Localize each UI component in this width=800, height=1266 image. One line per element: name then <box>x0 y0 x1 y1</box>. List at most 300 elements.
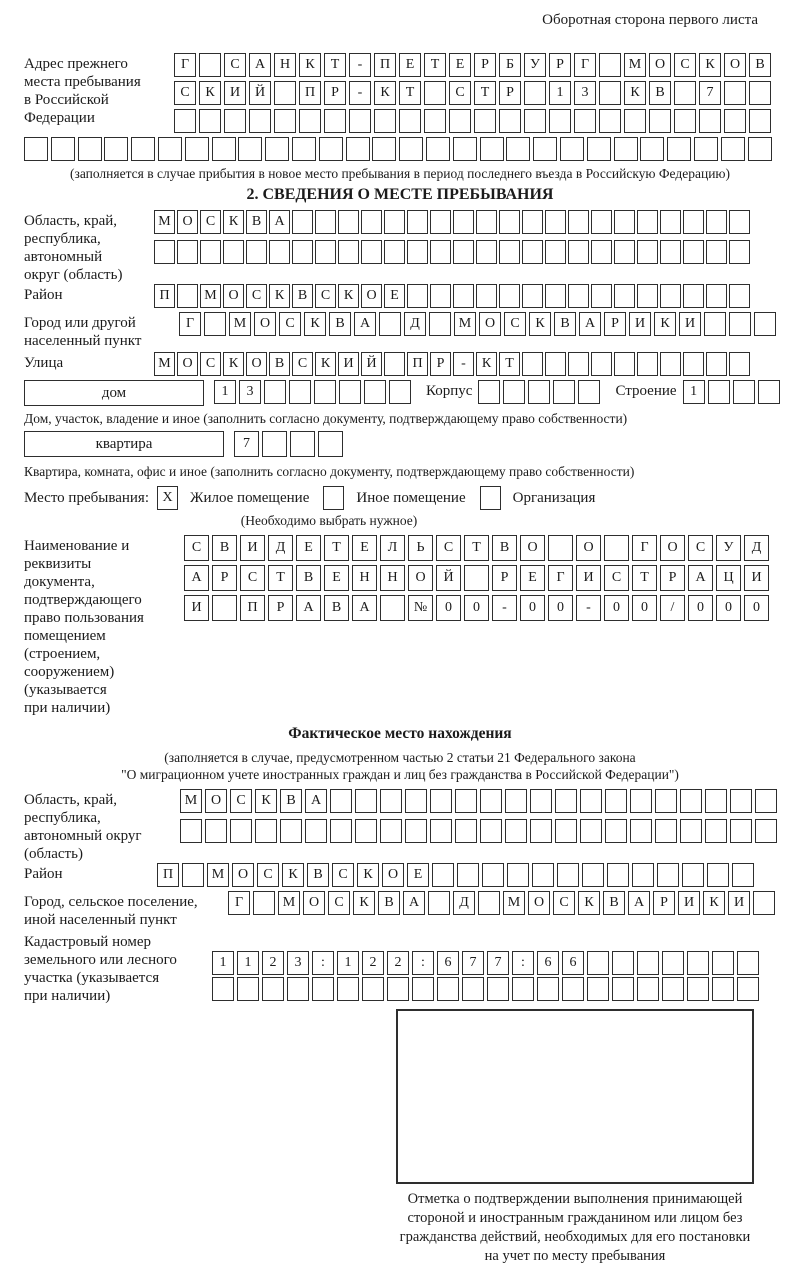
char-box[interactable]: Р <box>474 53 496 77</box>
char-box[interactable]: А <box>296 595 321 621</box>
char-box[interactable] <box>305 819 327 843</box>
char-box[interactable] <box>699 109 721 133</box>
char-box[interactable]: 0 <box>716 595 741 621</box>
char-box[interactable]: И <box>629 312 651 336</box>
char-box[interactable]: О <box>361 284 382 308</box>
char-box[interactable] <box>478 891 500 915</box>
char-box[interactable] <box>599 81 621 105</box>
char-box[interactable]: Р <box>660 565 685 591</box>
char-box[interactable]: С <box>200 210 221 234</box>
char-box[interactable] <box>389 380 411 404</box>
char-box[interactable] <box>499 240 520 264</box>
char-box[interactable] <box>499 284 520 308</box>
char-box[interactable]: К <box>357 863 379 887</box>
char-box[interactable] <box>605 819 627 843</box>
char-box[interactable] <box>476 210 497 234</box>
char-box[interactable] <box>255 819 277 843</box>
char-box[interactable] <box>384 240 405 264</box>
char-box[interactable] <box>637 210 658 234</box>
char-box[interactable] <box>582 863 604 887</box>
char-box[interactable] <box>662 977 684 1001</box>
char-box[interactable] <box>522 240 543 264</box>
char-box[interactable] <box>314 380 336 404</box>
char-box[interactable] <box>339 380 361 404</box>
char-box[interactable] <box>287 977 309 1001</box>
char-box[interactable] <box>499 210 520 234</box>
char-box[interactable]: А <box>305 789 327 813</box>
char-box[interactable]: Р <box>430 352 451 376</box>
char-box[interactable] <box>238 137 262 161</box>
char-box[interactable]: А <box>354 312 376 336</box>
char-box[interactable] <box>290 431 315 457</box>
char-box[interactable]: Р <box>499 81 521 105</box>
char-box[interactable] <box>364 380 386 404</box>
char-box[interactable]: Г <box>174 53 196 77</box>
char-box[interactable] <box>424 109 446 133</box>
char-box[interactable] <box>730 819 752 843</box>
char-box[interactable]: П <box>240 595 265 621</box>
char-box[interactable] <box>289 380 311 404</box>
char-box[interactable] <box>721 137 745 161</box>
char-box[interactable] <box>174 109 196 133</box>
char-box[interactable]: К <box>654 312 676 336</box>
char-box[interactable] <box>599 109 621 133</box>
char-box[interactable] <box>528 380 550 404</box>
char-box[interactable] <box>704 312 726 336</box>
char-box[interactable]: О <box>205 789 227 813</box>
char-box[interactable]: П <box>374 53 396 77</box>
char-box[interactable]: О <box>382 863 404 887</box>
char-box[interactable] <box>362 977 384 1001</box>
char-box[interactable]: 0 <box>604 595 629 621</box>
char-box[interactable]: Е <box>296 535 321 561</box>
char-box[interactable]: К <box>476 352 497 376</box>
char-box[interactable] <box>315 240 336 264</box>
char-box[interactable] <box>591 240 612 264</box>
char-box[interactable] <box>614 284 635 308</box>
char-box[interactable]: С <box>257 863 279 887</box>
char-box[interactable]: А <box>249 53 271 77</box>
char-box[interactable]: № <box>408 595 433 621</box>
char-box[interactable] <box>683 284 704 308</box>
char-box[interactable] <box>660 284 681 308</box>
char-box[interactable] <box>274 81 296 105</box>
char-box[interactable] <box>707 863 729 887</box>
char-box[interactable]: М <box>154 210 175 234</box>
char-box[interactable]: К <box>282 863 304 887</box>
char-box[interactable]: В <box>329 312 351 336</box>
char-box[interactable]: В <box>269 352 290 376</box>
char-box[interactable] <box>292 137 316 161</box>
char-box[interactable] <box>200 240 221 264</box>
char-box[interactable] <box>455 819 477 843</box>
char-box[interactable]: 7 <box>699 81 721 105</box>
char-box[interactable] <box>683 210 704 234</box>
char-box[interactable] <box>749 109 771 133</box>
char-box[interactable]: Р <box>268 595 293 621</box>
char-box[interactable]: 0 <box>520 595 545 621</box>
char-box[interactable] <box>754 312 776 336</box>
char-box[interactable] <box>453 284 474 308</box>
char-box[interactable] <box>512 977 534 1001</box>
char-box[interactable] <box>545 240 566 264</box>
char-box[interactable] <box>338 210 359 234</box>
char-box[interactable]: М <box>229 312 251 336</box>
char-box[interactable]: Р <box>653 891 675 915</box>
char-box[interactable]: С <box>184 535 209 561</box>
char-box[interactable]: 1 <box>237 951 259 975</box>
char-box[interactable]: Р <box>212 565 237 591</box>
char-box[interactable] <box>412 977 434 1001</box>
char-box[interactable] <box>346 137 370 161</box>
char-box[interactable] <box>522 210 543 234</box>
char-box[interactable] <box>687 951 709 975</box>
char-box[interactable] <box>549 109 571 133</box>
char-box[interactable]: И <box>678 891 700 915</box>
char-box[interactable] <box>399 109 421 133</box>
char-box[interactable]: Т <box>632 565 657 591</box>
char-box[interactable] <box>361 240 382 264</box>
char-box[interactable] <box>732 863 754 887</box>
char-box[interactable]: В <box>292 284 313 308</box>
char-box[interactable] <box>587 951 609 975</box>
char-box[interactable]: К <box>255 789 277 813</box>
char-box[interactable]: А <box>184 565 209 591</box>
char-box[interactable]: В <box>492 535 517 561</box>
char-box[interactable] <box>555 789 577 813</box>
char-box[interactable] <box>599 53 621 77</box>
char-box[interactable]: С <box>279 312 301 336</box>
char-box[interactable]: Ц <box>716 565 741 591</box>
char-box[interactable] <box>482 863 504 887</box>
char-box[interactable]: 0 <box>436 595 461 621</box>
char-box[interactable]: У <box>716 535 741 561</box>
char-box[interactable] <box>480 789 502 813</box>
char-box[interactable]: 3 <box>239 380 261 404</box>
char-box[interactable] <box>755 789 777 813</box>
char-box[interactable] <box>729 240 750 264</box>
char-box[interactable] <box>729 210 750 234</box>
char-box[interactable] <box>338 240 359 264</box>
char-box[interactable] <box>682 863 704 887</box>
char-box[interactable]: С <box>332 863 354 887</box>
char-box[interactable]: В <box>749 53 771 77</box>
char-box[interactable]: Т <box>474 81 496 105</box>
char-box[interactable]: - <box>349 53 371 77</box>
char-box[interactable]: Т <box>424 53 446 77</box>
char-box[interactable] <box>591 352 612 376</box>
char-box[interactable]: В <box>280 789 302 813</box>
char-box[interactable] <box>429 312 451 336</box>
char-box[interactable] <box>384 210 405 234</box>
char-box[interactable] <box>730 789 752 813</box>
char-box[interactable] <box>630 819 652 843</box>
char-box[interactable] <box>729 284 750 308</box>
char-box[interactable]: Г <box>632 535 657 561</box>
char-box[interactable]: И <box>184 595 209 621</box>
char-box[interactable] <box>292 210 313 234</box>
char-box[interactable]: Е <box>449 53 471 77</box>
char-box[interactable] <box>399 137 423 161</box>
checkbox-organizatsiya[interactable] <box>480 486 501 510</box>
char-box[interactable] <box>372 137 396 161</box>
char-box[interactable] <box>312 977 334 1001</box>
char-box[interactable] <box>274 109 296 133</box>
char-box[interactable] <box>158 137 182 161</box>
char-box[interactable] <box>154 240 175 264</box>
char-box[interactable]: К <box>315 352 336 376</box>
char-box[interactable] <box>453 240 474 264</box>
char-box[interactable]: 1 <box>214 380 236 404</box>
char-box[interactable]: Л <box>380 535 405 561</box>
char-box[interactable]: 2 <box>262 951 284 975</box>
char-box[interactable]: Д <box>453 891 475 915</box>
char-box[interactable]: О <box>177 210 198 234</box>
char-box[interactable]: О <box>223 284 244 308</box>
char-box[interactable] <box>253 891 275 915</box>
char-box[interactable]: 7 <box>462 951 484 975</box>
char-box[interactable]: К <box>578 891 600 915</box>
char-box[interactable] <box>674 81 696 105</box>
char-box[interactable] <box>729 352 750 376</box>
char-box[interactable]: М <box>200 284 221 308</box>
char-box[interactable] <box>430 819 452 843</box>
char-box[interactable] <box>212 595 237 621</box>
char-box[interactable]: К <box>529 312 551 336</box>
char-box[interactable] <box>545 210 566 234</box>
char-box[interactable] <box>280 819 302 843</box>
char-box[interactable] <box>724 81 746 105</box>
char-box[interactable] <box>324 109 346 133</box>
char-box[interactable]: В <box>246 210 267 234</box>
char-box[interactable]: Г <box>228 891 250 915</box>
char-box[interactable]: И <box>728 891 750 915</box>
char-box[interactable] <box>574 109 596 133</box>
char-box[interactable]: - <box>492 595 517 621</box>
char-box[interactable]: М <box>154 352 175 376</box>
char-box[interactable] <box>614 210 635 234</box>
char-box[interactable]: О <box>177 352 198 376</box>
char-box[interactable] <box>480 137 504 161</box>
char-box[interactable]: О <box>254 312 276 336</box>
char-box[interactable] <box>580 789 602 813</box>
char-box[interactable]: И <box>744 565 769 591</box>
char-box[interactable] <box>724 109 746 133</box>
char-box[interactable]: С <box>553 891 575 915</box>
char-box[interactable]: В <box>649 81 671 105</box>
char-box[interactable] <box>437 977 459 1001</box>
char-box[interactable]: Н <box>274 53 296 77</box>
char-box[interactable]: О <box>246 352 267 376</box>
char-box[interactable] <box>578 380 600 404</box>
char-box[interactable]: М <box>503 891 525 915</box>
char-box[interactable] <box>705 819 727 843</box>
char-box[interactable] <box>632 863 654 887</box>
char-box[interactable] <box>591 210 612 234</box>
char-box[interactable] <box>478 380 500 404</box>
char-box[interactable] <box>349 109 371 133</box>
char-box[interactable] <box>177 240 198 264</box>
char-box[interactable]: Г <box>179 312 201 336</box>
char-box[interactable] <box>522 284 543 308</box>
char-box[interactable]: В <box>378 891 400 915</box>
char-box[interactable] <box>24 137 48 161</box>
char-box[interactable]: А <box>352 595 377 621</box>
char-box[interactable] <box>737 977 759 1001</box>
char-box[interactable] <box>237 977 259 1001</box>
char-box[interactable] <box>587 977 609 1001</box>
char-box[interactable] <box>487 977 509 1001</box>
char-box[interactable]: 0 <box>688 595 713 621</box>
char-box[interactable]: 1 <box>549 81 571 105</box>
char-box[interactable] <box>655 789 677 813</box>
char-box[interactable]: Е <box>520 565 545 591</box>
char-box[interactable]: С <box>604 565 629 591</box>
char-box[interactable]: К <box>624 81 646 105</box>
char-box[interactable] <box>545 352 566 376</box>
char-box[interactable] <box>607 863 629 887</box>
char-box[interactable]: 6 <box>437 951 459 975</box>
char-box[interactable] <box>568 284 589 308</box>
char-box[interactable]: О <box>232 863 254 887</box>
char-box[interactable]: Н <box>352 565 377 591</box>
char-box[interactable] <box>537 977 559 1001</box>
char-box[interactable]: О <box>724 53 746 77</box>
char-box[interactable] <box>660 352 681 376</box>
char-box[interactable]: И <box>338 352 359 376</box>
char-box[interactable]: Е <box>399 53 421 77</box>
char-box[interactable]: Т <box>399 81 421 105</box>
char-box[interactable] <box>605 789 627 813</box>
char-box[interactable]: С <box>292 352 313 376</box>
char-box[interactable] <box>612 977 634 1001</box>
char-box[interactable]: А <box>579 312 601 336</box>
char-box[interactable]: Н <box>380 565 405 591</box>
checkbox-zhiloe-pomeshchenie[interactable]: X <box>157 486 178 510</box>
char-box[interactable] <box>694 137 718 161</box>
char-box[interactable]: 0 <box>632 595 657 621</box>
char-box[interactable]: 1 <box>683 380 705 404</box>
char-box[interactable] <box>568 240 589 264</box>
char-box[interactable] <box>708 380 730 404</box>
char-box[interactable]: Р <box>492 565 517 591</box>
char-box[interactable] <box>505 789 527 813</box>
char-box[interactable] <box>533 137 557 161</box>
char-box[interactable] <box>530 819 552 843</box>
char-box[interactable] <box>553 380 575 404</box>
char-box[interactable]: А <box>688 565 713 591</box>
char-box[interactable] <box>505 819 527 843</box>
char-box[interactable]: С <box>436 535 461 561</box>
char-box[interactable]: В <box>324 595 349 621</box>
char-box[interactable] <box>464 565 489 591</box>
char-box[interactable] <box>755 819 777 843</box>
char-box[interactable] <box>380 819 402 843</box>
char-box[interactable]: Р <box>604 312 626 336</box>
char-box[interactable]: 3 <box>574 81 596 105</box>
char-box[interactable] <box>587 137 611 161</box>
char-box[interactable] <box>706 284 727 308</box>
char-box[interactable]: О <box>649 53 671 77</box>
char-box[interactable] <box>530 789 552 813</box>
char-box[interactable] <box>630 789 652 813</box>
char-box[interactable]: К <box>353 891 375 915</box>
char-box[interactable] <box>180 819 202 843</box>
char-box[interactable]: 0 <box>548 595 573 621</box>
char-box[interactable] <box>557 863 579 887</box>
char-box[interactable]: К <box>703 891 725 915</box>
char-box[interactable]: В <box>212 535 237 561</box>
char-box[interactable] <box>262 977 284 1001</box>
char-box[interactable]: И <box>240 535 265 561</box>
char-box[interactable] <box>637 977 659 1001</box>
char-box[interactable] <box>330 789 352 813</box>
char-box[interactable]: С <box>200 352 221 376</box>
char-box[interactable] <box>522 352 543 376</box>
char-box[interactable]: С <box>174 81 196 105</box>
char-box[interactable]: С <box>246 284 267 308</box>
char-box[interactable]: С <box>688 535 713 561</box>
char-box[interactable]: В <box>554 312 576 336</box>
char-box[interactable] <box>212 137 236 161</box>
char-box[interactable]: А <box>628 891 650 915</box>
char-box[interactable] <box>612 951 634 975</box>
char-box[interactable] <box>637 284 658 308</box>
char-box[interactable]: О <box>408 565 433 591</box>
char-box[interactable] <box>737 951 759 975</box>
char-box[interactable]: 3 <box>287 951 309 975</box>
char-box[interactable] <box>78 137 102 161</box>
char-box[interactable] <box>131 137 155 161</box>
char-box[interactable]: : <box>312 951 334 975</box>
char-box[interactable]: М <box>180 789 202 813</box>
char-box[interactable] <box>430 240 451 264</box>
char-box[interactable]: М <box>454 312 476 336</box>
char-box[interactable] <box>637 951 659 975</box>
char-box[interactable] <box>667 137 691 161</box>
char-box[interactable]: К <box>374 81 396 105</box>
char-box[interactable] <box>680 789 702 813</box>
char-box[interactable] <box>506 137 530 161</box>
char-box[interactable]: М <box>278 891 300 915</box>
char-box[interactable]: Й <box>249 81 271 105</box>
char-box[interactable]: 6 <box>537 951 559 975</box>
char-box[interactable]: 2 <box>387 951 409 975</box>
char-box[interactable]: А <box>403 891 425 915</box>
char-box[interactable] <box>706 240 727 264</box>
char-box[interactable]: Б <box>499 53 521 77</box>
char-box[interactable] <box>407 284 428 308</box>
char-box[interactable] <box>655 819 677 843</box>
char-box[interactable] <box>453 137 477 161</box>
char-box[interactable] <box>476 284 497 308</box>
char-box[interactable] <box>637 352 658 376</box>
char-box[interactable]: Д <box>268 535 293 561</box>
char-box[interactable]: А <box>269 210 290 234</box>
char-box[interactable] <box>614 137 638 161</box>
char-box[interactable] <box>230 819 252 843</box>
char-box[interactable]: Р <box>549 53 571 77</box>
char-box[interactable]: И <box>576 565 601 591</box>
char-box[interactable] <box>660 210 681 234</box>
char-box[interactable] <box>674 109 696 133</box>
char-box[interactable]: П <box>157 863 179 887</box>
char-box[interactable]: С <box>449 81 471 105</box>
char-box[interactable]: К <box>223 352 244 376</box>
char-box[interactable] <box>560 137 584 161</box>
char-box[interactable] <box>499 109 521 133</box>
char-box[interactable] <box>292 240 313 264</box>
